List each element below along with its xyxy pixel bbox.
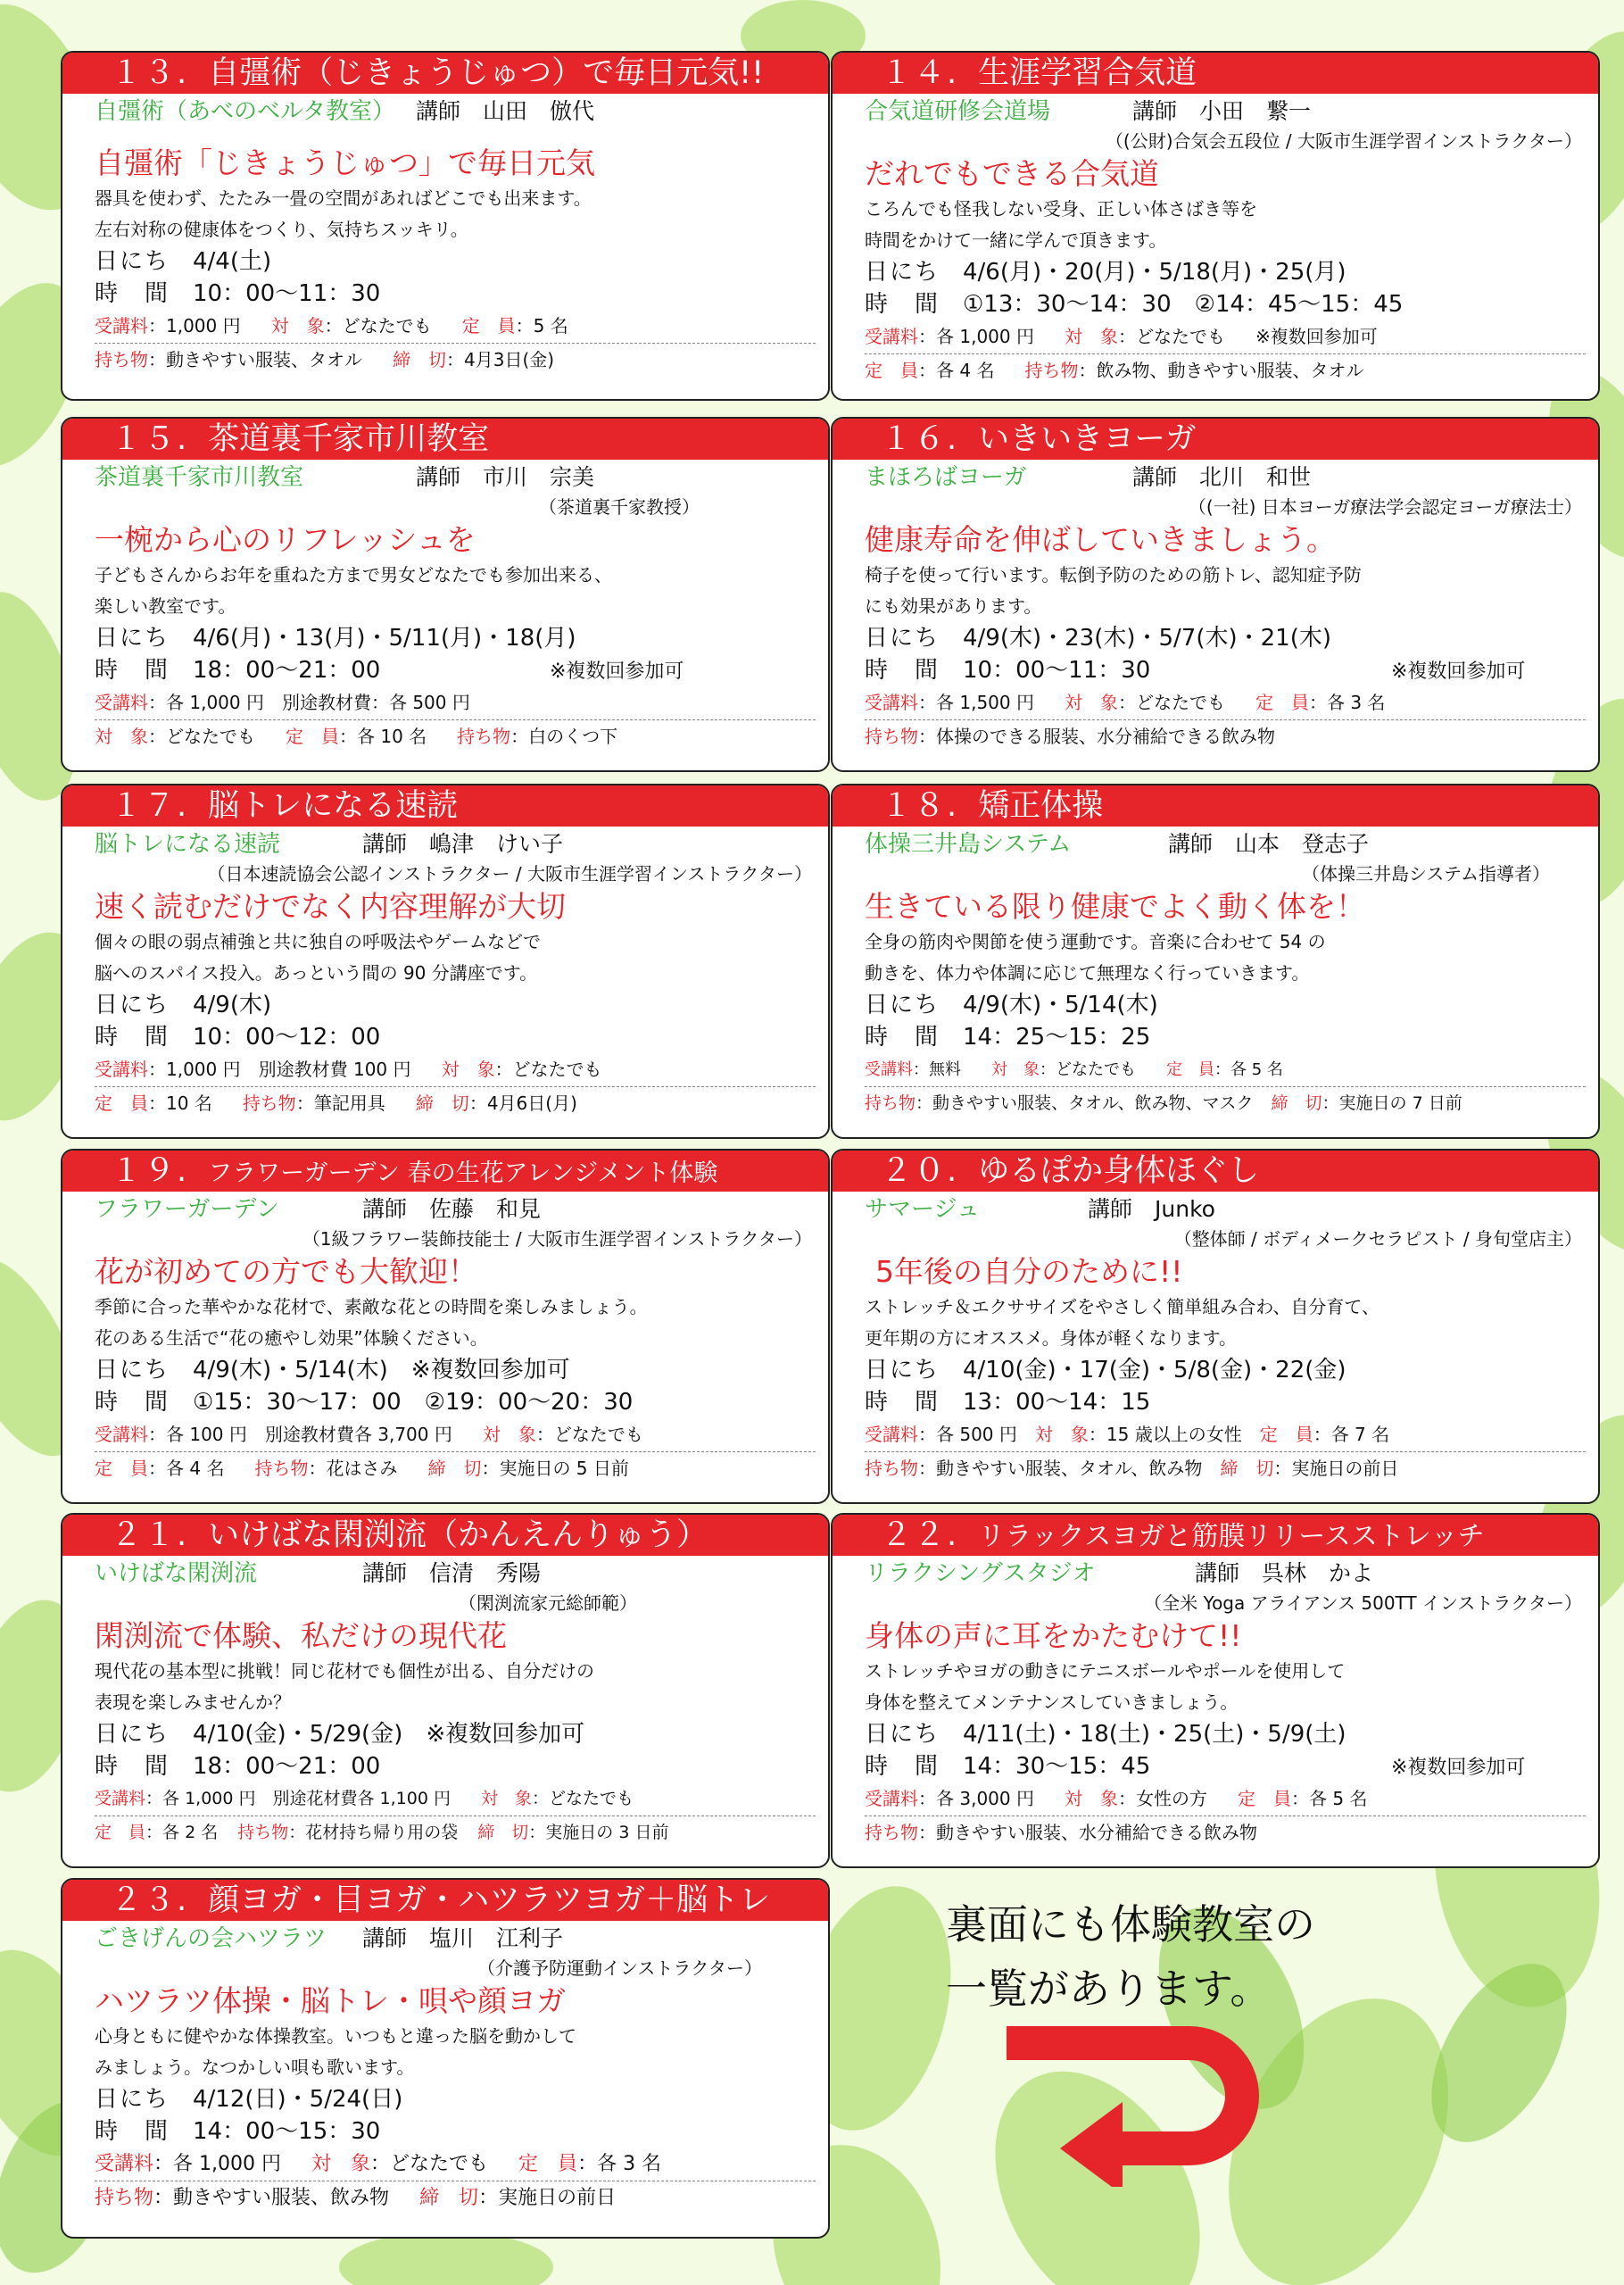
time-value: 10：00～12：00: [193, 1024, 381, 1051]
time-value: 10：00～11：30: [963, 657, 1151, 684]
course-number: ２１.: [111, 1517, 189, 1553]
course-card-19: [61, 1149, 830, 1504]
course-title: ゆるぽか身体ほぐし: [978, 1153, 1260, 1189]
instructor: 講師 信清 秀陽: [362, 1560, 542, 1586]
course-header: [833, 785, 1598, 827]
catchphrase: 身体の声に耳をかたむけて!!: [865, 1618, 1242, 1653]
description-line: ストレッチ＆エクササイズをやさしく簡単組み合わ、自分育て、: [865, 1296, 1380, 1317]
course-header: [62, 1515, 828, 1556]
time-row: 時 間 10：00～11：30 ※複数回参加可: [865, 654, 1586, 686]
time-note: ※複数回参加可: [1391, 661, 1526, 683]
course-title: 茶道裏千家市川教室: [208, 421, 490, 457]
date-row: 日にち 4/10(金)・17(金)・5/8(金)・22(金): [865, 1357, 1346, 1383]
notice-line-2: 一覧があります。: [946, 1965, 1272, 2013]
time-value: 13：00～14：15: [963, 1389, 1151, 1416]
info-row: 受講料：各 500 円 対 象：15 歳以上の女性 定 員：各 7 名: [865, 1418, 1586, 1452]
time-note: ※複数回参加可: [550, 661, 684, 683]
date-row: 日にち 4/9(木)・5/14(木) ※複数回参加可: [95, 1357, 570, 1383]
instructor-credentials: （全米 Yoga アライアンス 500TT インストラクター）: [1144, 1592, 1582, 1614]
time-row: 時 間 13：00～14：15: [865, 1389, 1151, 1416]
description-line: 個々の眼の弱点補強と共に独自の呼吸法やゲームなどで: [95, 931, 541, 952]
instructor: 講師 小田 繋一: [1132, 98, 1312, 124]
catchphrase: 閑渕流で体験、私だけの現代花: [95, 1618, 507, 1653]
venue-name: ごきげんの会ハツラツ: [95, 1925, 327, 1952]
course-number: １７.: [111, 788, 189, 824]
catchphrase: ハツラツ体操・脳トレ・唄や顔ヨガ: [95, 1983, 566, 2018]
course-number: １５.: [111, 421, 189, 457]
time-row: 時 間 ①15：30～17：00 ②19：00～20：30: [95, 1389, 634, 1416]
info-row: 持ち物：動きやすい服装、タオル、飲み物、マスク 締 切：実施日の 7 日前: [865, 1093, 1462, 1113]
back-page-notice: [946, 1892, 1315, 2021]
instructor: 講師 塩川 江利子: [362, 1925, 564, 1951]
course-header: [833, 419, 1598, 460]
venue-name: サマージュ: [865, 1196, 980, 1223]
date-value: 4/6(月)・20(月)・5/18(月)・25(月): [963, 259, 1346, 286]
instructor-credentials: （茶道裏千家教授）: [539, 496, 700, 518]
course-title: 顔ヨガ・目ヨガ・ハツラツヨガ＋脳トレ: [208, 1882, 771, 1918]
course-number: １６.: [881, 421, 959, 457]
info-row: 定 員：各 4 名 持ち物：花はさみ 締 切：実施日の 5 日前: [95, 1458, 629, 1479]
instructor: 講師 山本 登志子: [1168, 831, 1370, 857]
info-row: 持ち物：動きやすい服装、飲み物 締 切：実施日の前日: [95, 2187, 617, 2209]
venue-name: 体操三井島システム: [865, 831, 1072, 858]
time-row: 時 間 10：00～11：30: [95, 280, 381, 307]
date-value: 4/6(月)・13(月)・5/11(月)・18(月): [193, 625, 576, 652]
instructor-credentials: （(公財)合気会五段位 / 大阪市生涯学習インストラクター）: [1105, 130, 1582, 152]
catchphrase: 速く読むだけでなく内容理解が大切: [95, 889, 566, 924]
description-line: 子どもさんからお年を重ねた方まで男女どなたでも参加出来る、: [95, 564, 612, 586]
description-line: ストレッチやヨガの動きにテニスボールやポールを使用して: [865, 1660, 1346, 1682]
description-line: 全身の筋肉や関節を使う運動です。音楽に合わせて 54 の: [865, 931, 1326, 952]
date-row: 日にち 4/10(金)・5/29(金) ※複数回参加可: [95, 1721, 585, 1748]
info-row: 定 員：各 2 名 持ち物：花材持ち帰り用の袋 締 切：実施日の 3 日前: [95, 1823, 669, 1842]
course-header: [62, 419, 828, 460]
course-card-14: [831, 51, 1600, 401]
description-line: 左右対称の健康体をつくり、気持ちスッキリ。: [95, 219, 468, 240]
info-row: 受講料：各 1,000 円 別途花材費各 1,100 円 対 象：どなたでも: [95, 1782, 816, 1816]
venue-row: [865, 1193, 1586, 1226]
course-title: 矯正体操: [978, 788, 1104, 824]
venue-name: フラワーガーデン: [95, 1196, 279, 1223]
info-row: 受講料：各 1,000 円 別途教材費：各 500 円: [95, 686, 816, 720]
course-number: ２０.: [881, 1153, 959, 1189]
course-card-21: [61, 1513, 830, 1868]
description-line: にも効果があります。: [865, 595, 1042, 617]
time-row: 時 間 18：00～21：00 ※複数回参加可: [95, 654, 816, 686]
course-number: １８.: [881, 788, 959, 824]
info-row: 持ち物：動きやすい服装、タオル、飲み物 締 切：実施日の前日: [865, 1458, 1399, 1479]
catchphrase: 5年後の自分のために!!: [875, 1254, 1183, 1289]
info-row: 受講料：1,000 円 別途教材費 100 円 対 象：どなたでも: [95, 1053, 816, 1087]
venue-row: [865, 96, 1586, 128]
notice-line-1: 裏面にも体験教室の: [946, 1900, 1315, 1948]
description-line: 表現を楽しみませんか？: [95, 1691, 291, 1713]
description-line: みましょう。なつかしい唄も歌います。: [95, 2056, 415, 2078]
instructor: 講師 Junko: [1088, 1196, 1215, 1222]
catchphrase: だれでもできる合気道: [865, 156, 1159, 191]
venue-row: [95, 96, 816, 128]
course-number: １３.: [111, 55, 189, 91]
info-row: 対 象：どなたでも 定 員：各 10 名 持ち物：白のくつ下: [95, 726, 618, 747]
course-title: 脳トレになる速読: [208, 788, 459, 824]
course-number: １４.: [881, 55, 959, 91]
venue-name: 脳トレになる速読: [95, 831, 281, 858]
description-line: 椅子を使って行います。転倒予防のための筋トレ、認知症予防: [865, 564, 1362, 586]
time-value: ①15：30～17：00 ②19：00～20：30: [193, 1389, 634, 1416]
instructor-credentials: （体操三井島システム指導者）: [1302, 863, 1550, 885]
info-row: 定 員：10 名 持ち物：筆記用具 締 切：4月6日(月): [95, 1093, 577, 1114]
info-row: 持ち物：動きやすい服装、水分補給できる飲み物: [865, 1822, 1257, 1843]
instructor: 講師 佐藤 和見: [362, 1196, 542, 1222]
date-value: 4/4(土): [193, 248, 272, 275]
date-row: 日にち 4/11(土)・18(土)・25(土)・5/9(土): [865, 1721, 1346, 1748]
instructor: 講師 山田 倣代: [416, 98, 595, 124]
date-value: 4/11(土)・18(土)・25(土)・5/9(土): [963, 1721, 1346, 1748]
venue-name: 合気道研修会道場: [865, 98, 1051, 125]
date-value: 4/9(木): [193, 992, 272, 1018]
catchphrase: 一椀から心のリフレッシュを: [95, 522, 476, 557]
info-row: 受講料：各 1,500 円 対 象：どなたでも 定 員：各 3 名: [865, 686, 1586, 720]
turn-page-arrow-icon: [1007, 2026, 1301, 2187]
venue-name: リラクシングスタジオ: [865, 1560, 1096, 1587]
course-card-23: [61, 1878, 830, 2239]
course-card-16: [831, 417, 1600, 772]
time-value: 10：00～11：30: [193, 280, 381, 307]
course-title: リラックスヨガと筋膜リリースストレッチ: [978, 1521, 1485, 1552]
instructor-credentials: （1級フラワー装飾技能士 / 大阪市生涯学習インストラクター）: [302, 1228, 812, 1250]
description-line: 現代花の基本型に挑戦！同じ花材でも個性が出る、自分だけの: [95, 1660, 594, 1682]
date-row: 日にち 4/6(月)・13(月)・5/11(月)・18(月): [95, 625, 576, 652]
instructor-credentials: （日本速読協会公認インストラクター / 大阪市生涯学習インストラクター）: [207, 863, 812, 885]
time-value: 14：25～15：25: [963, 1024, 1151, 1051]
time-value: ①13：30～14：30 ②14：45～15：45: [963, 291, 1404, 318]
description-line: 動きを、体力や体調に応じて無理なく行っていきます。: [865, 962, 1310, 984]
course-header: [62, 785, 828, 827]
course-card-18: [831, 784, 1600, 1139]
course-header: [62, 1880, 828, 1921]
time-row: 時 間 18：00～21：00: [95, 1753, 381, 1780]
course-card-17: [61, 784, 830, 1139]
catchphrase: 自彊術「じきょうじゅつ」で毎日元気: [95, 145, 595, 180]
course-header: [833, 1151, 1598, 1192]
time-value: 14：30～15：45: [963, 1753, 1151, 1780]
date-row: 日にち 4/9(木)・23(木)・5/7(木)・21(木): [865, 625, 1332, 652]
time-value: 18：00～21：00: [193, 657, 381, 684]
course-title: いきいきヨーガ: [978, 421, 1197, 457]
instructor: 講師 北川 和世: [1132, 464, 1312, 490]
date-row: 日にち 4/4(土): [95, 248, 272, 275]
venue-row: [865, 461, 1586, 494]
course-number: １９.: [111, 1153, 189, 1189]
time-row: 時 間 14：00～15：30: [95, 2118, 381, 2145]
description-line: 時間をかけて一緒に学んで頂きます。: [865, 229, 1167, 251]
course-card-20: [831, 1149, 1600, 1504]
venue-row: [865, 828, 1586, 860]
info-row: 受講料：各 3,000 円 対 象：女性の方 定 員：各 5 名: [865, 1782, 1586, 1816]
description-line: 身体を整えてメンテナンスしていきましょう。: [865, 1691, 1239, 1713]
time-value: 14：00～15：30: [193, 2118, 381, 2145]
time-row: 時 間 10：00～12：00: [95, 1024, 381, 1051]
date-value: 4/9(木)・23(木)・5/7(木)・21(木): [963, 625, 1332, 652]
instructor-credentials: （(一社) 日本ヨーガ療法学会認定ヨーガ療法士）: [1188, 496, 1582, 518]
description-line: 心身ともに健やかな体操教室。いつもと違った脳を動かして: [95, 2025, 576, 2047]
venue-name: 自彊術（あべのベルタ教室）: [95, 98, 395, 125]
venue-row: [95, 828, 816, 860]
description-line: 季節に合った華やかな花材で、素敵な花との時間を楽しみましょう。: [95, 1296, 648, 1317]
venue-row: [95, 1923, 816, 1955]
time-row: 時 間 14：30～15：45 ※複数回参加可: [865, 1750, 1586, 1782]
info-row: 持ち物：動きやすい服装、タオル 締 切：4月3日(金): [95, 349, 555, 370]
date-row: 日にち 4/6(月)・20(月)・5/18(月)・25(月): [865, 259, 1346, 286]
description-line: 脳へのスパイス投入。あっという間の 90 分講座です。: [95, 962, 538, 984]
course-card-13: [61, 51, 830, 401]
catchphrase: 花が初めての方でも大歓迎！: [95, 1254, 477, 1289]
course-card-15: [61, 417, 830, 772]
description-line: 花のある生活で“花の癒やし効果”体験ください。: [95, 1327, 488, 1349]
info-row: 持ち物：体操のできる服装、水分補給できる飲み物: [865, 726, 1275, 747]
course-title: いけばな閑渕流（かんえんりゅう）: [208, 1517, 708, 1553]
description-line: 器具を使わず、たたみ一畳の空間があればどこでも出来ます。: [95, 187, 592, 209]
instructor-credentials: （介護予防運動インストラクター）: [477, 1957, 762, 1979]
time-value: 18：00～21：00: [193, 1753, 381, 1780]
instructor: 講師 嶋津 けい子: [362, 831, 564, 857]
course-number: ２２.: [881, 1517, 959, 1553]
course-number: ２３.: [111, 1882, 189, 1918]
instructor-credentials: （閑渕流家元総師範）: [459, 1592, 637, 1614]
description-line: 更年期の方にオススメ。身体が軽くなります。: [865, 1327, 1237, 1349]
catchphrase: 生きている限り健康でよく動く体を！: [865, 889, 1365, 924]
venue-name: いけばな閑渕流: [95, 1560, 258, 1587]
instructor-credentials: （整体師 / ボディメークセラピスト / 身旬堂店主）: [1173, 1228, 1582, 1250]
instructor: 講師 呉林 かよ: [1195, 1560, 1374, 1586]
time-row: 時 間 ①13：30～14：30 ②14：45～15：45: [865, 291, 1404, 318]
date-value: 4/10(金)・17(金)・5/8(金)・22(金): [963, 1357, 1346, 1383]
date-value: 4/12(日)・5/24(日): [193, 2086, 403, 2113]
time-row: 時 間 14：25～15：25: [865, 1024, 1151, 1051]
date-row: 日にち 4/12(日)・5/24(日): [95, 2086, 403, 2113]
venue-row: [95, 1558, 816, 1590]
time-note: ※複数回参加可: [1391, 1757, 1526, 1779]
date-row: 日にち 4/9(木): [95, 992, 272, 1018]
venue-row: [865, 1558, 1586, 1590]
date-row: 日にち 4/9(木)・5/14(木): [865, 992, 1158, 1018]
info-row: 受講料：各 1,000 円 対 象：どなたでも ※複数回参加可: [865, 320, 1586, 354]
date-value: 4/9(木)・5/14(木): [963, 992, 1158, 1018]
info-row: 定 員：各 4 名 持ち物：飲み物、動きやすい服装、タオル: [865, 360, 1364, 381]
info-row: 受講料：無料 対 象：どなたでも 定 員：各 5 名: [865, 1053, 1586, 1087]
course-header: [62, 53, 828, 94]
description-line: ころんでも怪我しない受身、正しい体さばき等を: [865, 198, 1257, 220]
info-row: 受講料：各 100 円 別途教材費各 3,700 円 対 象：どなたでも: [95, 1418, 816, 1452]
course-header: [833, 1515, 1598, 1556]
course-card-22: [831, 1513, 1600, 1868]
venue-name: まほろばヨーガ: [865, 464, 1027, 491]
venue-name: 茶道裏千家市川教室: [95, 464, 304, 491]
venue-row: [95, 1193, 816, 1226]
course-header: [833, 53, 1598, 94]
info-row: 受講料：1,000 円 対 象：どなたでも 定 員：5 名: [95, 310, 816, 344]
course-header: [62, 1151, 828, 1192]
catchphrase: 健康寿命を伸ばしていきましょう。: [865, 522, 1336, 557]
info-row: 受講料：各 1,000 円 対 象：どなたでも 定 員：各 3 名: [95, 2148, 816, 2181]
course-title: 生涯学習合気道: [978, 55, 1197, 91]
date-value: 4/10(金)・5/29(金) ※複数回参加可: [193, 1721, 585, 1748]
instructor: 講師 市川 宗美: [416, 464, 595, 490]
venue-row: [95, 461, 816, 494]
course-title: 自彊術（じきょうじゅつ）で毎日元気!!: [208, 55, 765, 91]
date-value: 4/9(木)・5/14(木) ※複数回参加可: [193, 1357, 570, 1383]
course-title: フラワーガーデン 春の生花アレンジメント体験: [208, 1159, 718, 1187]
description-line: 楽しい教室です。: [95, 595, 236, 617]
